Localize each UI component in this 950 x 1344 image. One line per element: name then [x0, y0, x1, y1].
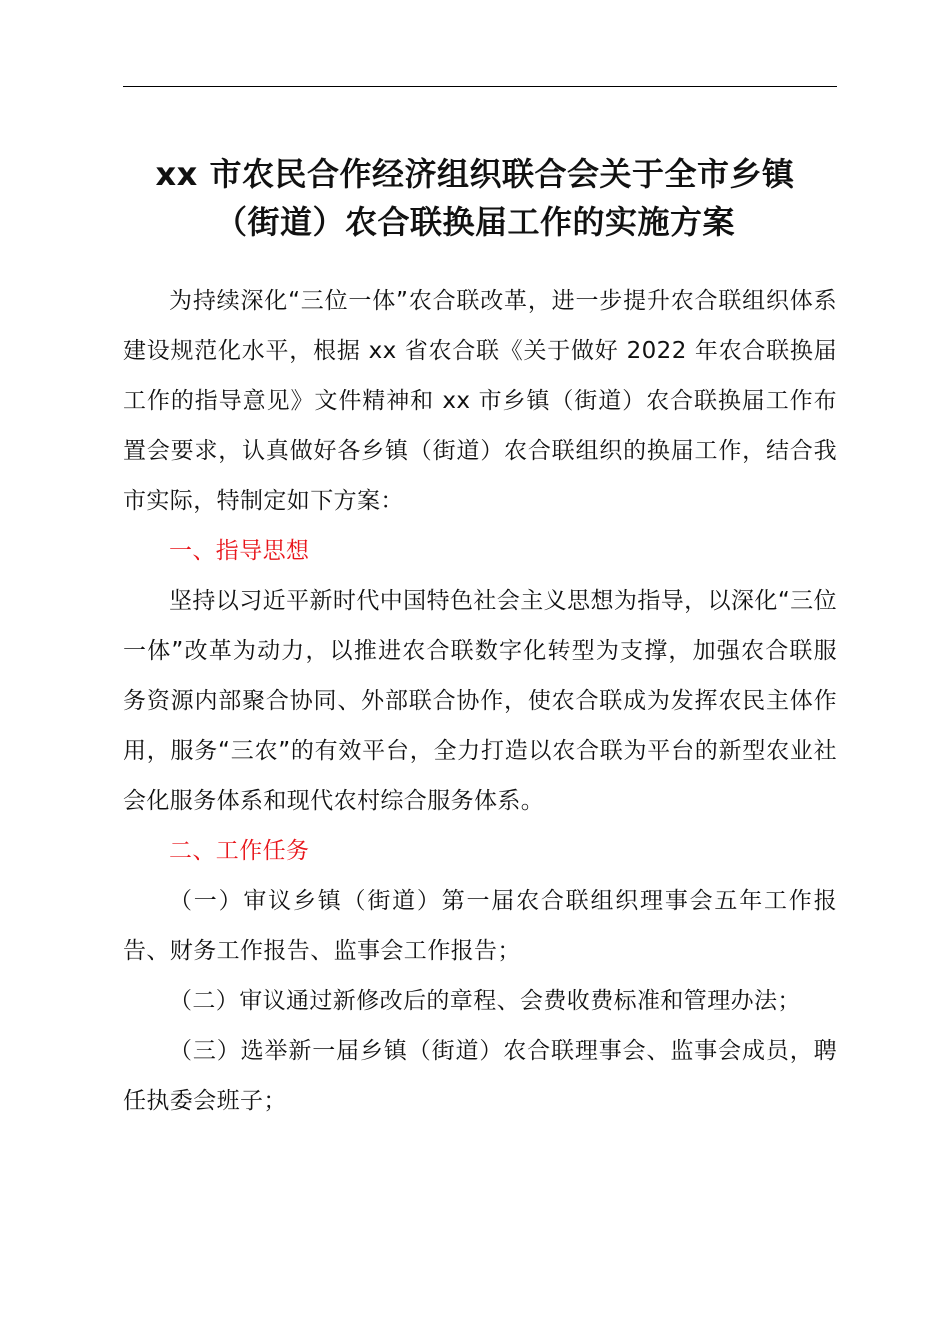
title-line-2: （街道）农合联换届工作的实施方案	[214, 203, 735, 241]
document-body	[123, 276, 837, 1126]
guiding-ideology-paragraph: 坚持以习近平新时代中国特色社会主义思想为指导，以深化“三位一体”改革为动力，以推进农合联数字化转型为支撑，加强农合联服务资源内部聚合协同、外部联合协作，使农合联成为发挥农民主体作用，服务“三农”的有效平台，全力打造以农合联为平台的新型农业社会化服务体系和现代农村综合服务体系。	[123, 588, 837, 814]
title-line-1: xx 市农民合作经济组织联合会关于全市乡镇	[155, 155, 795, 193]
intro-paragraph: 为持续深化“三位一体”农合联改革，进一步提升农合联组织体系建设规范化水平，根据 xx 省农合联《关于做好 2022 年农合联换届工作的指导意见》文件精神和 xx 市乡镇（街道）农合联换届工作布置会要求，认真做好各乡镇（街道）农合联组织的换届工作，结合我市实际，特制定如下方案：	[123, 288, 837, 514]
header-rule	[123, 86, 837, 87]
work-task-item-1: （一）审议乡镇（街道）第一届农合联组织理事会五年工作报告、财务工作报告、监事会工作报告；	[123, 888, 837, 964]
section-heading-guiding-ideology: 一、指导思想	[169, 538, 310, 564]
document-title	[60, 150, 890, 246]
section-heading-work-tasks: 二、工作任务	[169, 838, 310, 864]
work-task-item-2: （二）审议通过新修改后的章程、会费收费标准和管理办法；	[169, 988, 801, 1014]
work-task-item-3: （三）选举新一届乡镇（街道）农合联理事会、监事会成员，聘任执委会班子；	[123, 1038, 837, 1114]
